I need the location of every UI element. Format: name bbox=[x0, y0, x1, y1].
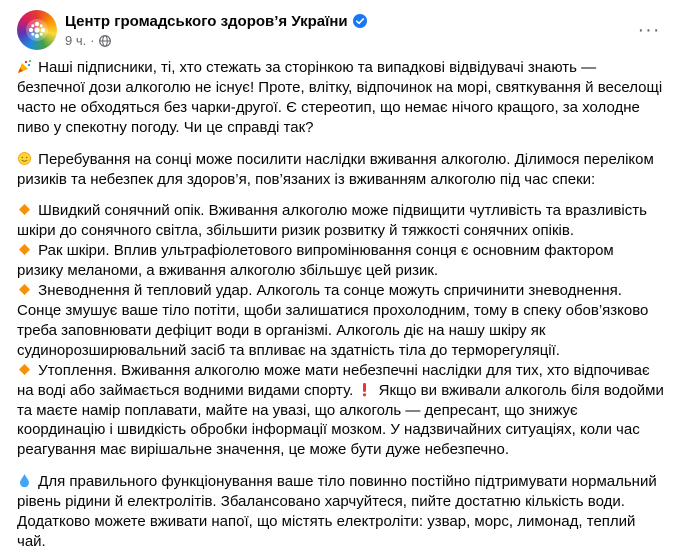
text-line bbox=[17, 361, 665, 381]
party-popper-icon bbox=[17, 59, 32, 74]
paragraph-sun bbox=[17, 150, 665, 190]
text-line bbox=[17, 201, 665, 221]
text-line: судинорозширювальний засіб та впливає на здатність тіла до терморегуляції. bbox=[17, 341, 560, 359]
text-line: рівень рідини й електролітів. Збалансовано харчуйтеся, пийте достатню кількість води. bbox=[17, 493, 625, 511]
text-line: ризиків та небезпек для здоров’я, пов’язаних із вживанням алкоголю під час спеки: bbox=[17, 170, 596, 188]
paragraph-gap bbox=[17, 138, 665, 150]
text-line: ризику меланоми, а вживання алкоголю збільшує цей ризик. bbox=[17, 262, 439, 280]
orange-diamond-icon bbox=[17, 362, 32, 377]
orange-diamond-icon bbox=[17, 202, 32, 217]
text-line bbox=[17, 472, 665, 492]
text-line bbox=[17, 281, 665, 301]
separator-dot: · bbox=[90, 32, 95, 48]
name-row bbox=[65, 12, 367, 31]
droplet-icon bbox=[17, 473, 32, 488]
red-exclamation-icon bbox=[357, 382, 372, 397]
orange-diamond-icon bbox=[17, 242, 32, 257]
post-timestamp[interactable]: 9 ч. bbox=[65, 32, 87, 48]
page-name-link[interactable]: Центр громадського здоров’я України bbox=[65, 12, 348, 30]
text-line-content: Наші підписники, ті, хто стежать за сторінкою та випадкові відвідувачі знають — bbox=[34, 59, 597, 76]
text-line: шкіри до сонячного світла, збільшити ризик розвитку й тяжкості сонячних опіків. bbox=[17, 222, 575, 240]
text-line: чай. bbox=[17, 532, 46, 550]
text-line: безпечної дози алкоголю не існує! Проте, влітку, відпочинок на морі, святкування й веселощі bbox=[17, 78, 663, 96]
text-line-content: Утоплення. Вживання алкоголю може мати небезпечні наслідки для тих, хто відпочиває bbox=[34, 361, 650, 379]
more-options-button[interactable]: ··· bbox=[637, 18, 661, 41]
paragraph-gap bbox=[17, 460, 665, 472]
text-line: треба заповнювати дефіцит води в організмі. Алкоголь діє на нашу шкіру як bbox=[17, 321, 546, 339]
text-line-content: Зневоднення й тепловий удар. Алкоголь та сонце можуть спричинити зневоднення. bbox=[34, 282, 622, 300]
text-line-content: Швидкий сонячний опік. Вживання алкоголю може підвищити чутливість та вразливість bbox=[34, 202, 647, 220]
paragraph-hydration bbox=[17, 472, 665, 552]
smiling-sun-icon bbox=[17, 151, 32, 166]
text-line: часто не обходяться без чарки-другої. Є стереотип, що немає нічого кращого, за холодне bbox=[17, 98, 640, 116]
globe-icon[interactable] bbox=[99, 35, 111, 47]
orange-diamond-icon bbox=[17, 282, 32, 297]
verified-badge-icon bbox=[353, 14, 367, 28]
post-body bbox=[17, 58, 665, 552]
paragraph-intro bbox=[17, 58, 665, 138]
text-line bbox=[17, 241, 665, 261]
paragraph-gap bbox=[17, 189, 665, 201]
text-line-content: Перебування на сонці може посилити наслідки вживання алкоголю. Ділимося переліком bbox=[34, 150, 654, 168]
text-line-content: Рак шкіри. Вплив ультрафіолетового випромінювання сонця є основним фактором bbox=[34, 242, 614, 260]
text-line bbox=[17, 58, 665, 78]
text-line-content: на воді або займається водними видами спорту. bbox=[17, 381, 358, 399]
text-line-content: Для правильного функціонування ваше тіло повинно постійно підтримувати нормальний bbox=[34, 473, 657, 491]
post-meta bbox=[65, 12, 367, 49]
page-avatar[interactable] bbox=[17, 10, 57, 50]
paragraph-risks bbox=[17, 201, 665, 460]
text-line: реагування має вирішальне значення, це може бути дуже небезпечно. bbox=[17, 441, 510, 459]
text-line: координацію і швидкість обробки інформації мозком. У надзвичайних ситуаціях, коли час bbox=[17, 421, 640, 439]
text-line: та маєте намір поплавати, майте на увазі, що алкоголь — депресант, що знижує bbox=[17, 401, 578, 419]
text-line: Додатково можете вживати напої, що містять електроліти: узвар, морс, лимонад, теплий bbox=[17, 513, 636, 531]
text-line-content: Якщо ви вживали алкоголь біля водойми bbox=[374, 381, 664, 399]
time-row bbox=[65, 33, 367, 49]
text-line bbox=[17, 381, 665, 401]
text-line bbox=[17, 150, 665, 170]
text-line: пиво у спекотну погоду. Чи це справді так? bbox=[17, 118, 314, 136]
post-header bbox=[17, 10, 367, 50]
text-line: Сонце змушує ваше тіло потіти, щоби залишатися прохолодним, тому в спеку обов’язково bbox=[17, 301, 649, 319]
rainbow-logo-icon bbox=[25, 18, 49, 42]
